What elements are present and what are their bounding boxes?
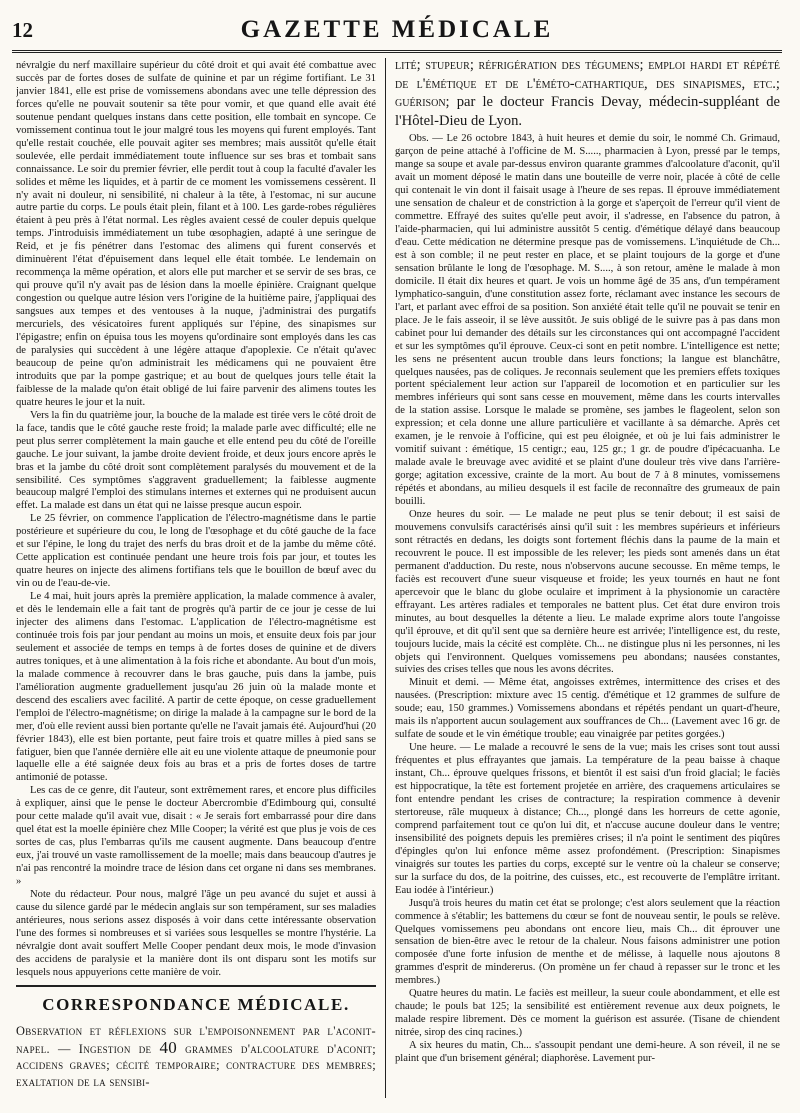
right-paragraph-2: Onze heures du soir. — Le malade ne peut plus se tenir debout; il est saisi de mouvemens convulsifs caractérisés ainsi qu'il suit : les membres supérieurs et inférieurs sont rétractés en dedans, les doigts sont fortement fléchis dans la paume de la main et recouvrent le pouce. Il est impossible de les relever; les pieds sont amenés dans un état permanent d'adduction. Du reste, nous n'observons aucune secousse. En même temps, le faciès est recouvert d'une sueur visqueuse et froide; les yeux tournés en haut ne font apercevoir que le blanc du globe oculaire et impriment à la physionomie un caractère effrayant. Les artères radiales et temporales ne battent plus. Cet état dure environ trois minutes, au bout desquelles la détente a lieu. Le malade exprime alors toute l'angoisse qu'il éprouve, et dit qu'il sent que sa dernière heure est arrivée; l'intelligence est, du reste, toujours lucide, mais la cécité est complète. Ch... ne distingue plus ni les personnes, ni les objets qui l'environnent. Quelques vomissemens peu abondans; nausées constantes, suivies des crises telles que nous les avons décrites. — [395, 509, 780, 676]
article-heading-title: lité; stupeur; réfrigération des tégumens; emploi hardi et répété de l'émétique et de l'éméto-cathartique, des sinapismes, etc.; guérison; — [395, 57, 780, 111]
observation-title — [16, 1023, 376, 1090]
correspondence-section — [16, 985, 376, 1105]
page-header — [12, 12, 782, 46]
right-paragraph-4: Une heure. — Le malade a recouvré le sens de la vue; mais les crises sont tout aussi fréquentes et plus effrayantes que jamais. La température de la peau baisse à chaque instant, Ch... éprouve quelques frissons, et bientôt il est saisi d'un froid glacial; le faciès est hippocratique, la tête est fortement projetée en arrière, des craquemens articulaires se font entendre pendant les crises de contracture; la respiration commence à devenir stertoreuse, râle muqueux à distance; Ch..., plongé dans les horreurs de cette agonie, comprend parfaitement tout ce qu'on lui dit, et n'accuse aucune douleur dans le ventre; insensibilité des poignets depuis les premières crises; il n'a point le sentiment des piqûres d'épingles qu'on lui enfonce même assez profondément. (Prescription: Sinapismes vinaigrés sur toutes les parties du corps, excepté sur le ventre où la chaleur se conserve; sur la surface du dos, de la poitrine, des cuisses, etc., est recouverte de l'emplâtre irritant. Eau iodée à l'intérieur.) — [395, 742, 780, 896]
left-paragraph-2: Vers la fin du quatrième jour, la bouche de la malade est tirée vers le côté droit de la face, tandis que le côté gauche reste froid; la malade parle avec difficulté; elle ne peut plus serrer complètement la main gauche et elle entend peu du côté de l'oreille gauche. Le jour suivant, la jambe droite devient froide, et deux jours encore après le bras et la jambe du côté droit sont complètement paralysés du mouvement et de la sensibilité. Ces symptômes s'aggravent graduellement; la faiblesse augmente beaucoup malgré l'emploi des stimulans internes et externes qui ne produisent aucun effet. La malade est dans un état qui ne laisse presque aucun espoir. — [16, 409, 376, 512]
right-paragraph-1: Obs. — Le 26 octobre 1843, à huit heures et demie du soir, le nommé Ch. Grimaud, garçon de peine attaché à l'officine de M. S....., pharmacien à Lyon, pressé par le temps, mange sa soupe et avale par-dessus environ quarante grammes d'alcoolature d'aconit, qu'il avait un moment déposé le matin dans une bouteille de verre noir, placée à côté de celle qui contenait le vin dont il faisait usage à l'heure de ses repas. Il éprouve immédiatement une sensation de chaleur et de constriction à la gorge et s'aperçoit de l'erreur qu'il vient de commettre. Effrayé des suites qu'elle peut avoir, il s'adresse, en l'absence du patron, à l'aide-pharmacien, qui lui administre aussitôt 5 centig. d'émétique délayé dans beaucoup d'eau. Cette médication ne détermine presque pas de vomissemens. L'inquiétude de Ch... est à son comble; il ne peut rester en place, et se plaint toujours de la gorge et d'une sensation brûlante le long de l'œsophage. M. S...., à son retour, amène le malade à mon domicile. Il était dix heures et quart. Je vois un homme âgé de 35 ans, d'un tempérament lymphatico-sanguin, d'une constitution assez forte, réclamant avec instance les secours de l'art, et parlant avec effroi de sa position. Son anxiété était telle qu'il ne pouvait se tenir en place. Je le fais asseoir, il se lève aussitôt. Je suis obligé de le suivre pas à pas dans mon cabinet pour lui demander des détails sur les circonstances qui ont accompagné l'accident et sur les symptômes qu'il éprouve. Ceux-ci sont en petit nombre. L'intelligence est nette; les sens ne présentent aucun trouble dans leurs fonctions; la langue est blanchâtre, quelques nausées, pas de coliques. Je reconnais seulement que les premiers effets toxiques portent spécialement leur action sur l'appareil de locomotion et en particulier sur les membres inférieurs qui sont sans cesse en mouvement, même dans les courts intervalles de la station assise. Lorsque le malade se promène, ses jambes le flageolent, selon son expression; et cela donne une allure particulière et vacillante à sa démarche. Après cet examen, je le renvoie à l'officine, qui est peu éloignée, et où je lui fais administrer le vomitif suivant : émétique, 15 centigr.; eau, 125 gr.; 1 gr. de poudre d'ipécacuanha. Le malade avale le breuvage avec avidité et se plaint d'une douleur très vive dans l'arrière-gorge; agitation excessive, crainte de la mort. Au bout de 7 à 8 minutes, vomissemens répétés et abondans, au milieu desquels il est facile de reconnaître des grumeaux de pain bouilli. — [395, 133, 780, 508]
right-paragraph-5: Jusqu'à trois heures du matin cet état se prolonge; c'est alors seulement que la réaction commence à s'établir; les battemens du cœur se font de nouveau sentir, le pouls se relève. Quelques vomissemens peu abondans ont encore lieu, mais Ch... dit éprouver une sensation de bien-être avec le retour de la chaleur. Nous faisons administrer une potion composée d'une forte infusion de menthe et de mélisse, à laquelle nous ajoutons 8 grammes d'esprit de mindererus. (On promène un fer chaud à repasser sur le tronc et les membres.) — [395, 897, 780, 987]
article-heading — [395, 56, 780, 130]
right-paragraph-6: Quatre heures du matin. Le faciès est meilleur, la sueur coule abondamment, et elle est chaude; le pouls bat 125; la sensibilité est entièrement revenue aux deux poignets, le malade respire librement. Dès ce moment la guérison est assurée. (Tisane de chiendent nitrée, sirop des cinq racines.) — [395, 988, 780, 1039]
journal-title: GAZETTE MÉDICALE — [240, 16, 554, 43]
right-paragraph-7: A six heures du matin, Ch... s'assoupit pendant une demi-heure. A son réveil, il ne se plaint que d'un brisement général; diaphorèse. Lavement pur- — [395, 1040, 780, 1065]
section-title: CORRESPONDANCE MÉDICALE. — [42, 995, 350, 1014]
left-paragraph-3: Le 25 février, on commence l'application de l'électro-magnétisme dans le partie postérieure et supérieure du cou, le long de l'œsophage et du côté gauche de la face et sur l'épine, le long du trajet des nerfs du bras droit et de la jambe du même côté. Cette application est continuée pendant une heure trois fois par jour, et toutes les quatre heures on injecte des alimens fortifians tels que le bouillon de bœuf avec du vin ou de l'eau-de-vie. — [16, 513, 376, 590]
column-divider — [385, 58, 386, 1098]
observation-title-dose: 40 — [159, 1037, 178, 1057]
left-paragraph-1: névralgie du nerf maxillaire supérieur du côté droit et qui avait été combattue avec succès par de fortes doses de sulfate de quinine et par un régime fortifiant. Le 31 janvier 1841, elle est prise de vomissemens abondans avec une telle dépression des forces qu'elle ne pouvait soutenir sa tête pour vomir, et que quand elle avait été soutenue pendant quelques instans dans cette position, elle tombait en syncope. Ce vomissement continua tout le jour malgré tous les moyens qui furent employés. Tant qu'elle restait couchée, elle pouvait agiter ses membres; mais aussitôt qu'elle était soulevée, elle perdait immédiatement toute influence sur ses bras et tombait sans connaissance. Le soir du premier février, elle perdit tout à coup la faculté d'avaler les solides et même les liquides, et à partir de ce moment les vomissemens cessèrent. Il n'y avait ni douleur, ni sensibilité, ni chaleur à la tête, à l'estomac, ni sur aucune autre partie du corps. Le pouls était plein, filant et à 100. Les garde-robes régulières étaient à peu près à l'état normal. Les règles avaient cessé de couler depuis quelque temps. J'introduisis immédiatement un tube œsophagien, adapté à une seringue de Reid, et je fis pénétrer dans l'estomac des alimens qui furent conservés et diminuèrent l'état d'épuisement dans lequel elle était tombée. Le lendemain on recommença la même opération, et alors elle put marcher et se servir de ses bras, ce qui prouve qu'il n'y avait pas de lésion dans la moelle épinière. Craignant quelque congestion ou quelque autre lésion vers l'origine de la huitième paire, j'appliquai des sangsues aux tempes et des ventouses à la nuque, j'administrai des purgatifs mercuriels, des vésicatoires furent appliqués sur l'épine, des sinapismes sur l'épigastre; enfin on épuisa tous les moyens qu'ordinaire sont employés dans les cas de paralysies qui succèdent à une légère attaque d'apoplexie. Ce n'était qu'avec beaucoup de peine qu'on administrait les médicamens qui ne pouvaient être introduits que par la pompe gastrique; et au bout de quelques jours telle était la faiblesse de la malade qu'on était obligé de lui faire parvenir des alimens toutes les quatre heures le jour et la nuit. — [16, 60, 376, 408]
left-column — [16, 60, 376, 1045]
header-rule — [12, 50, 782, 53]
section-rule — [16, 985, 376, 987]
left-paragraph-4: Le 4 mai, huit jours après la première application, la malade commence à avaler, et dès le lendemain elle a fait tant de progrès qu'à partir de ce jour je cesse de lui injecter des alimens dans l'estomac. L'application de l'électro-magnétisme est continuée trois fois par jour pendant au moins un mois, et ensuite deux fois par jour seulement et associée de temps en temps à de fortes doses de quinine et de divers autres toniques, et à une alimentation à la fois riche et abondante. Au bout d'un mois, la malade commence à recouvrer dans le bras gauche, puis dans la jambe, puis l'amélioration augmente graduellement jusqu'au 26 juin où la malade monte et descend des escaliers avec facilité. A partir de cette époque, on cesse graduellement l'emploi de l'électro-magnétisme; on dirige la malade à la campagne sur le bord de la mer, d'où elle revient aussi bien portante qu'elle ne l'avait jamais été. Aujourd'hui (20 février 1843), elle est bien portante, peut faire trois et quatre milles à pied sans se fatiguer, bien que l'année dernière elle ait eu une violente attaque de pneumonie pour laquelle elle a été saignée deux fois au bras et a pris de fortes doses de tartre antimonié de potasse. — [16, 591, 376, 784]
article-heading-author: par le docteur Francis Devay, médecin-suppléant de l'Hôtel-Dieu de Lyon. — [395, 94, 780, 129]
observation-title-part1: Observation et réflexions sur l'empoisonnement par l'aconit-napel. — Ingestion de — [16, 1024, 376, 1056]
editor-note: Note du rédacteur. Pour nous, malgré l'âge un peu avancé du sujet et aussi à cause du silence gardé par le médecin anglais sur son tempérament, sur ses maladies antérieures, nous serions assez disposés à voir dans cette intéressante observation l'une des formes si nombreuses et si variées sous lesquelles se montre l'hystérie. La névralgie dont avait souffert Melle Cooper pendant deux mois, le mode d'invasion des accidens de paralysie et la manière dont ils ont disparu sont les motifs sur lesquels nous appuyerions cette manière de voir. — [16, 889, 376, 978]
observation-title-part2: grammes d'alcoolature d'aconit; accidens graves; cécité temporaire; contracture des membres; exaltation de la sensibi- — [16, 1041, 376, 1089]
page-number: 12 — [12, 18, 33, 42]
right-paragraph-3: Minuit et demi. — Même état, angoisses extrêmes, intermittence des crises et des nausées. (Prescription: mixture avec 15 centig. d'émétique et 12 grammes de sulfure de soude; eau, 150 grammes.) Vomissemens abondans et répétés pendant un quart-d'heure, mais ils n'apportent aucun soulagement aux souffrances de Ch... (Lavement avec 16 gr. de sulfate de soude et le vin émétique trouble; eau vinaigrée par petites gorgées.) — [395, 677, 780, 741]
right-column — [395, 56, 780, 1106]
left-paragraph-5: Les cas de ce genre, dit l'auteur, sont extrêmement rares, et encore plus difficiles à expliquer, ainsi que le pense le docteur Abercrombie d'Edimbourg qui, consulté pour cette malade qu'il avait vue, disait : « Je serais fort embarrassé pour dire dans quel état est la moelle épinière chez Mlle Cooper; la vérité est que plus je vois de ces sortes de cas, plus l'embarras qu'ils me causent augmente. Dans beaucoup d'entre eux, j'ai trouvé un vaste ramollissement de la moelle; mais dans beaucoup d'autres je n'ai pas rencontré la moindre trace de lésion dans cet organe ni dans ses membranes. » — [16, 785, 376, 888]
